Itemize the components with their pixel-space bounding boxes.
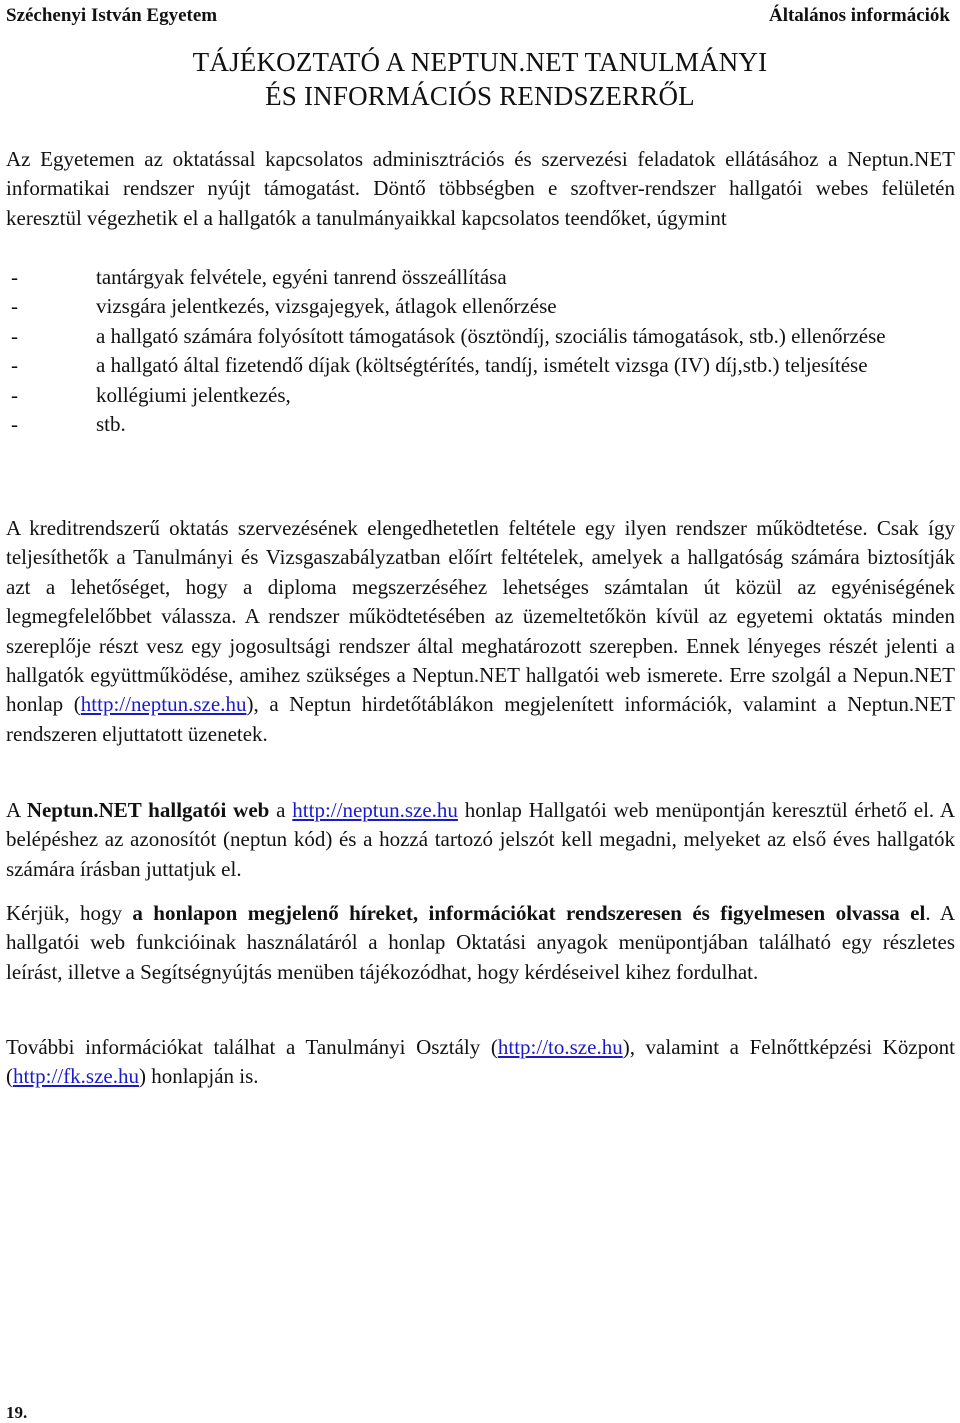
title-line-2: ÉS INFORMÁCIÓS RENDSZERRŐL bbox=[265, 81, 695, 111]
more-info-mid: ), valamint a Felnőttképzési Központ ( bbox=[6, 1035, 955, 1089]
news-tail: . A hallgatói web funkcióinak használatáról a honlap Oktatási anyagok menüpontjában található egy részletes leírást, illetve a Segítségnyújtás menüben tájékozódhat, hogy kérdéseivel kihez fordulhat. bbox=[6, 901, 955, 984]
list-item-text: vizsgára jelentkezés, vizsgajegyek, átlagok ellenőrzése bbox=[96, 294, 557, 319]
list-item bbox=[6, 322, 955, 351]
web-access-bold: Neptun.NET hallgatói web bbox=[26, 798, 270, 822]
list-dash: - bbox=[11, 382, 18, 407]
list-item-text: a hallgató által fizetendő díjak (költségtérítés, tandíj, ismételt vizsga (IV) díj,stb.) teljesítése bbox=[96, 353, 868, 378]
neptun-link[interactable]: http://neptun.sze.hu bbox=[292, 798, 458, 822]
list-item-text: a hallgató számára folyósított támogatások (ösztöndíj, szociális támogatások, stb.) ellenőrzése bbox=[96, 323, 886, 348]
credit-system-tail: ), a Neptun hirdetőtáblákon megjelenített információk, valamint a Neptun.NET rendszeren eljuttatott üzenetek. bbox=[6, 692, 955, 746]
credit-system-text: A kreditrendszerű oktatás szervezésének elengedhetetlen feltétele egy ilyen rendszer működtetése. Csak így teljesíthetők a Tanulmányi és Vizsgaszabályzatban előírt feltételek, amelyek a hallgatóság számára biztosítják azt a lehetőséget, hogy a diploma megszerzéséhez lehetséges számtalan út közül az egyéniségének legmegfelelőbbet válassza. A rendszer működtetésében az üzemeltetőkön kívül az egyetemi oktatás minden szereplője részt vesz egy jogosultsági rendszer által meghatározott szerepben. Ennek lényeges részét jelenti a hallgatók együttműködése, amihez szükséges a Neptun.NET hallgatói web ismerete. Erre szolgál a Nepun.NET honlap ( bbox=[6, 516, 955, 717]
fk-link[interactable]: http://fk.sze.hu bbox=[13, 1064, 139, 1089]
more-info-lead: További információkat találhat a Tanulmányi Osztály ( bbox=[6, 1035, 498, 1059]
more-info-tail: ) honlapján is. bbox=[138, 1064, 259, 1089]
list-item-text: kollégiumi jelentkezés, bbox=[96, 382, 291, 407]
more-info-paragraph bbox=[6, 1033, 955, 1092]
news-paragraph bbox=[6, 899, 955, 987]
list-dash: - bbox=[11, 265, 18, 289]
neptun-link[interactable]: http://neptun.sze.hu bbox=[80, 692, 247, 717]
list-item-text: stb. bbox=[96, 412, 126, 437]
list-dash: - bbox=[11, 353, 18, 378]
header-institution: Széchenyi István Egyetem bbox=[6, 5, 218, 26]
intro-paragraph bbox=[6, 145, 955, 233]
web-access-tail: honlap Hallgatói web menüpontján keresztül érhető el. A belépéshez az azonosítót (neptun kód) és a hozzá tartozó jelszót kell megadni, melyeket az első éves hallgatók számára írásban juttatjuk el. bbox=[6, 798, 955, 881]
list-item bbox=[6, 351, 955, 380]
list-dash: - bbox=[11, 294, 18, 319]
page-number: 19. bbox=[6, 1403, 28, 1422]
list-item bbox=[6, 292, 955, 321]
web-access-lead: A bbox=[6, 798, 27, 822]
list-item bbox=[6, 381, 955, 410]
news-lead: Kérjük, hogy bbox=[6, 901, 133, 925]
list-item bbox=[6, 410, 955, 439]
intro-text: Az Egyetemen az oktatással kapcsolatos adminisztrációs és szervezési feladatok ellátásához a Neptun.NET informatikai rendszer nyújt támogatást. Döntő többségben e szoftver-rendszer hallgatói webes felületén keresztül végezhetik el a hallgatók a tanulmányaikkal kapcsolatos teendőket, úgymint bbox=[6, 147, 955, 230]
document-title bbox=[0, 45, 960, 113]
list-item bbox=[6, 263, 955, 292]
web-access-mid: a bbox=[269, 798, 293, 822]
to-link[interactable]: http://to.sze.hu bbox=[497, 1035, 623, 1059]
header-section: Általános információk bbox=[768, 5, 950, 26]
credit-system-paragraph bbox=[6, 514, 955, 749]
list-dash: - bbox=[11, 323, 18, 348]
web-access-paragraph bbox=[6, 796, 955, 884]
news-bold: a honlapon megjelenő híreket, információkat rendszeresen és figyelmesen olvassa el bbox=[132, 901, 926, 925]
feature-list bbox=[6, 263, 955, 439]
list-dash: - bbox=[11, 412, 18, 437]
title-line-1: TÁJÉKOZTATÓ A NEPTUN.NET TANULMÁNYI bbox=[192, 47, 768, 77]
list-item-text: tantárgyak felvétele, egyéni tanrend összeállítása bbox=[96, 265, 507, 289]
